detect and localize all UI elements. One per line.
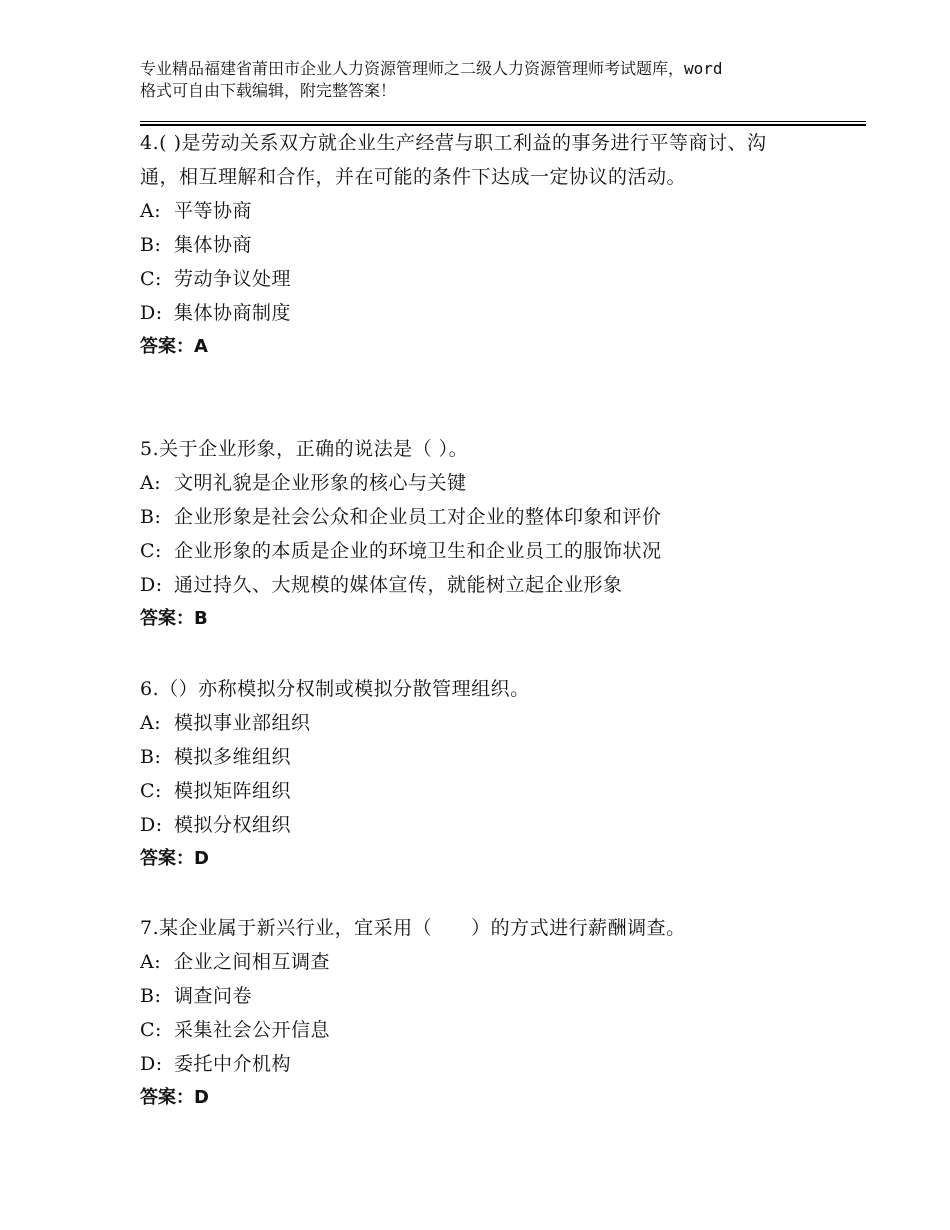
option-letter: D:	[140, 814, 163, 836]
answer-label: 答案：B	[140, 608, 208, 629]
option-text: 模拟分权组织	[174, 814, 292, 836]
option-text: 通过持久、大规模的媒体宣传，就能树立起企业形象	[174, 574, 623, 596]
header-line-2: 格式可自由下载编辑，附完整答案！	[140, 81, 397, 100]
option-a	[140, 945, 790, 979]
question-7	[140, 911, 790, 1115]
option-letter: B:	[140, 746, 162, 768]
option-a	[140, 194, 790, 228]
question-5	[140, 432, 790, 636]
question-stem: 5.关于企业形象，正确的说法是（ ）。	[140, 438, 469, 460]
option-text: 调查问卷	[174, 985, 253, 1007]
question-stem: 6.（）亦称模拟分权制或模拟分散管理组织。	[140, 678, 530, 700]
option-text: 委托中介机构	[174, 1053, 292, 1075]
option-b	[140, 979, 790, 1013]
option-text: 企业形象是社会公众和企业员工对企业的整体印象和评价	[174, 506, 662, 528]
option-letter: C:	[140, 268, 162, 290]
answer-label: 答案：D	[140, 848, 209, 869]
option-letter: A:	[140, 200, 162, 222]
question-6	[140, 672, 790, 876]
question-4	[140, 126, 790, 364]
option-b	[140, 500, 790, 534]
option-b	[140, 740, 790, 774]
option-text: 劳动争议处理	[174, 268, 292, 290]
option-d	[140, 568, 790, 602]
option-text: 采集社会公开信息	[174, 1019, 331, 1041]
option-letter: A:	[140, 472, 162, 494]
option-text: 文明礼貌是企业形象的核心与关键	[174, 472, 467, 494]
option-d	[140, 1047, 790, 1081]
option-text: 集体协商	[174, 234, 253, 256]
question-stem: 7.某企业属于新兴行业，宜采用（ ）的方式进行薪酬调查。	[140, 917, 686, 939]
option-a	[140, 466, 790, 500]
option-c	[140, 774, 790, 808]
header-rule-thin	[140, 121, 866, 122]
option-letter: B:	[140, 234, 162, 256]
option-text: 模拟事业部组织	[174, 712, 311, 734]
option-letter: C:	[140, 1019, 162, 1041]
option-text: 企业形象的本质是企业的环境卫生和企业员工的服饰状况	[174, 540, 662, 562]
option-text: 模拟多维组织	[174, 746, 292, 768]
option-text: 企业之间相互调查	[174, 951, 331, 973]
option-text: 模拟矩阵组织	[174, 780, 292, 802]
option-b	[140, 228, 790, 262]
option-d	[140, 296, 790, 330]
question-stem: 4.( )是劳动关系双方就企业生产经营与职工利益的事务进行平等商讨、沟通，相互理解和合作，并在可能的条件下达成一定协议的活动。	[140, 132, 767, 188]
option-letter: D:	[140, 302, 163, 324]
option-letter: A:	[140, 951, 162, 973]
option-letter: C:	[140, 540, 162, 562]
option-letter: B:	[140, 506, 162, 528]
option-letter: C:	[140, 780, 162, 802]
option-a	[140, 706, 790, 740]
option-c	[140, 1013, 790, 1047]
answer-label: 答案：A	[140, 336, 208, 357]
option-text: 集体协商制度	[174, 302, 292, 324]
option-text: 平等协商	[174, 200, 253, 222]
option-letter: D:	[140, 1053, 163, 1075]
option-letter: B:	[140, 985, 162, 1007]
document-header	[140, 58, 840, 102]
option-d	[140, 808, 790, 842]
option-c	[140, 534, 790, 568]
answer-label: 答案：D	[140, 1087, 209, 1108]
option-letter: A:	[140, 712, 162, 734]
option-c	[140, 262, 790, 296]
header-line-1: 专业精品福建省莆田市企业人力资源管理师之二级人力资源管理师考试题库，word	[140, 59, 723, 78]
option-letter: D:	[140, 574, 163, 596]
